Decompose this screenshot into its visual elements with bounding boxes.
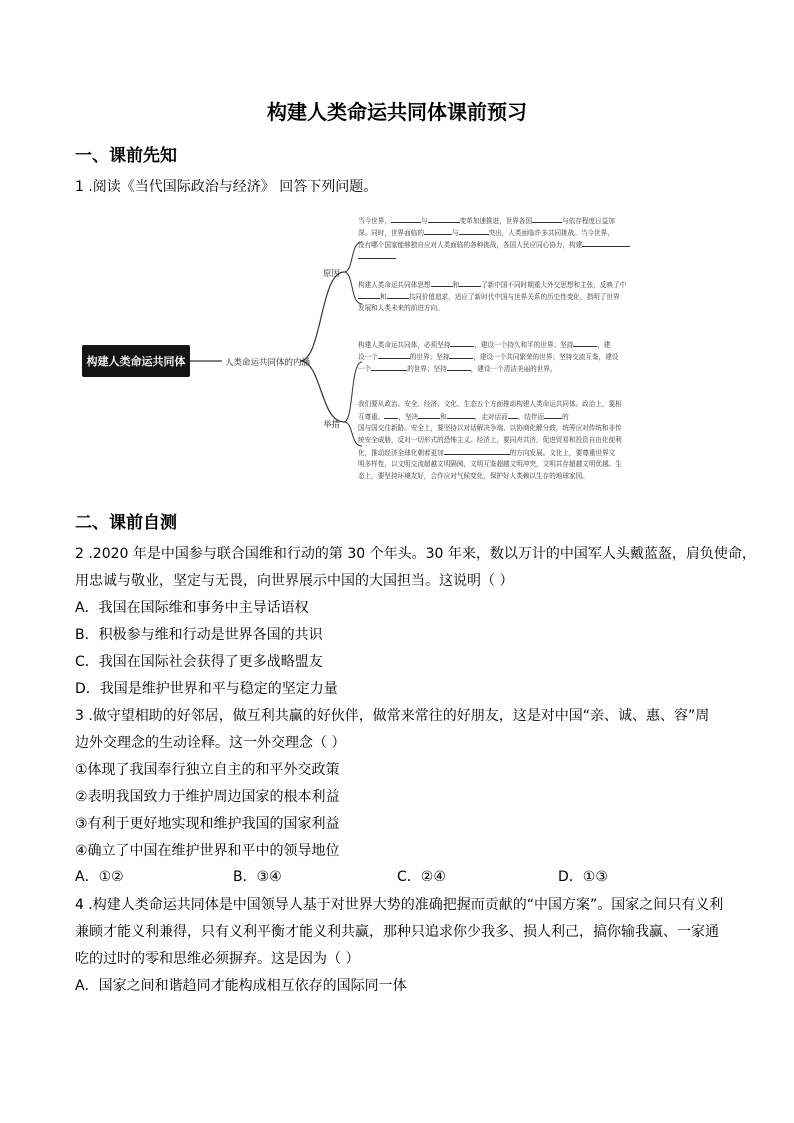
question-3-line-1: 3 .做守望相助的好邻居，做互利共赢的好伙伴，做常来常往的好朋友，这是对中国“亲、诚、惠、容”周: [75, 708, 710, 724]
question-2-option-a: A．我国在国际维和事务中主导话语权: [75, 600, 309, 616]
question-3-choice-a: A．①②: [75, 869, 124, 885]
question-2-option-c: C．我国在国际社会获得了更多战略盟友: [75, 654, 323, 670]
question-2-line-2: 用忠诚与敬业，坚定与无畏，向世界展示中国的大国担当。这说明（ ）: [75, 573, 514, 589]
measure-line-9: 化，推动经济全球化朝着更加 的方向发展。文化上，要尊重世界文: [358, 446, 615, 459]
measure-line-6: 互尊重、 ，坚决 和 ，走对话而 、结伴而 的: [358, 410, 569, 423]
section-heading-preview: 一、课前先知: [75, 146, 177, 166]
question-3-item-3: ③有利于更好地实现和维护我国的国家利益: [75, 816, 340, 832]
measure-line-8: 统安全威胁，反对一切形式的恐怖主义。经济上，要同舟共济，促进贸易和投资自由化便利: [358, 436, 622, 444]
reason-line-5: 构建人类命运共同体思想 和 了新中国不同时期重大外交思想和主张，反映了中: [358, 278, 626, 291]
measure-line-11: 态上，要坚持环境友好，合作应对气候变化，保护好人类赖以生存的地球家园。: [358, 472, 589, 480]
section-heading-self-test: 二、课前自测: [75, 513, 177, 533]
mind-map-node-measure: 举措: [323, 420, 341, 430]
reason-line-6: 和 共同价值追求，适应了新时代中国与世界关系的历史性变化，指明了世界: [358, 290, 620, 303]
question-3-item-1: ①体现了我国奉行独立自主的和平外交政策: [75, 762, 340, 778]
question-3-choice-d: D．①③: [558, 869, 608, 885]
question-3-choice-c: C．②④: [397, 869, 446, 885]
question-4-line-3: 吃的过时的零和思维必须摒弃。这是因为（ ）: [75, 951, 360, 967]
measure-line-7: 国与国交往新路。安全上，要坚持以对话解决争端、以协商化解分歧，统筹应对传统和非传: [358, 424, 622, 432]
measure-line-3: 一个 的世界；坚持 ，建设一个清洁美丽的世界。: [358, 362, 556, 375]
question-2-option-d: D．我国是维护世界和平与稳定的坚定力量: [75, 681, 338, 697]
mind-map-branch: 人类命运共同体的内涵: [225, 358, 311, 368]
mind-map-figure: [82, 212, 652, 494]
reason-line-4: [358, 250, 396, 263]
question-4-line-1: 4 .构建人类命运共同体是中国领导人基于对世界大势的准确把握而贡献的“中国方案”。国家之间只有义利: [75, 897, 724, 913]
question-3-line-2: 边外交理念的生动诠释。这一外交理念（ ）: [75, 735, 346, 751]
measure-line-5: 我们要从政治、安全、经济、文化、生态五个方面推动构建人类命运共同体。政治上，要相: [358, 400, 622, 408]
mind-map-node-reason: 原因: [323, 269, 341, 279]
question-3-item-2: ②表明我国致力于维护周边国家的根本利益: [75, 789, 340, 805]
measure-line-2: 设一个 的世界；坚持 ，建设一个共同繁荣的世界；坚持交流互鉴，建设: [358, 350, 618, 363]
question-3-item-4: ④确立了中国在维护世界和平中的领导地位: [75, 843, 340, 859]
reason-line-2: 深。同时，世界面临的 与 突出，人类面临许多共同挑战。当今世界，: [358, 226, 614, 239]
page-title: 构建人类命运共同体课前预习: [267, 100, 527, 124]
question-3-choices: [75, 866, 675, 888]
question-2-line-1: 2 .2020 年是中国参与联合国维和行动的第 30 个年头。30 年来，数以万计的中国军人头戴蓝盔，肩负使命，: [75, 546, 756, 562]
measure-line-10: 明多样性，以文明交流超越文明隔阂，文明互鉴超越文明冲突，文明共存超越文明优越。生: [358, 460, 622, 468]
question-1-text: 1 .阅读《当代国际政治与经济》 回答下列问题。: [75, 179, 378, 195]
question-4-option-a: A．国家之间和谐趋同才能构成相互依存的国际同一体: [75, 978, 407, 994]
measure-line-1: 构建人类命运共同体，必须坚持 ，建设一个持久和平的世界；坚持 ，建: [358, 338, 610, 351]
reason-line-1: 当今世界， 与 变革加速推进，世界各国 与依存程度日益加: [358, 214, 615, 227]
question-3-choice-b: B．③④: [233, 869, 282, 885]
mind-map-root: 构建人类命运共同体: [82, 345, 190, 377]
question-2-option-b: B．积极参与维和行动是世界各国的共识: [75, 627, 323, 643]
reason-line-7: 发展和人类未来的前进方向。: [358, 304, 444, 312]
reason-line-3: 没有哪个国家能够独自应对人类面临的各种挑战，各国人民应同心协力，构建: [358, 238, 630, 251]
question-4-line-2: 兼顾才能义利兼得，只有义利平衡才能义利共赢，那种只追求你少我多、损人利己，搞你输我赢、一家通: [75, 924, 719, 940]
